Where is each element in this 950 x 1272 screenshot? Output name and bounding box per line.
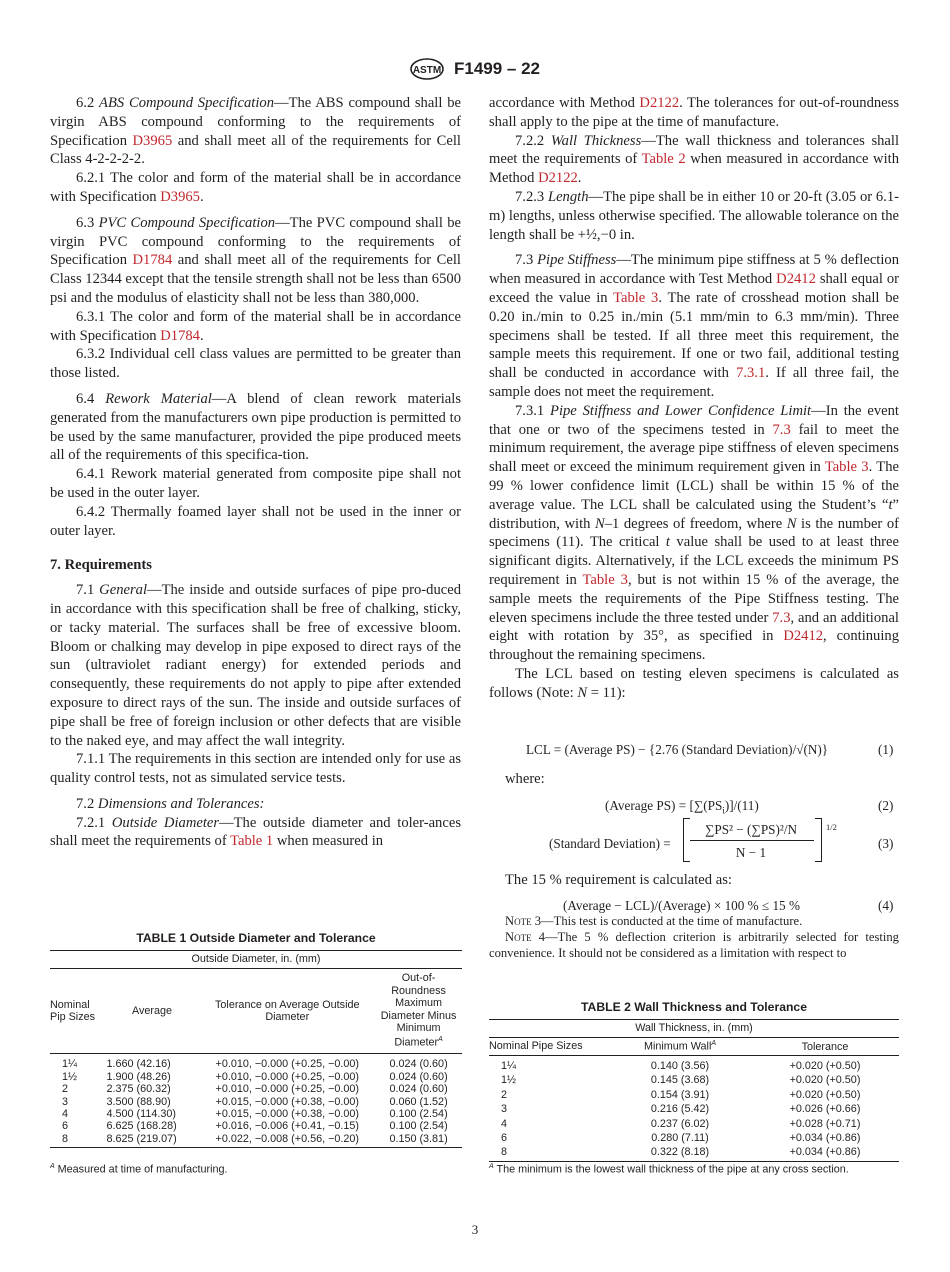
section-7-1-1: 7.1.1 The requirements in this section are intended only for use as quality control tests, not as simulated service tests. (50, 751, 461, 787)
link-table-1[interactable]: Table 1 (230, 833, 274, 850)
table-cell: 3.500 (88.90) (106, 1095, 171, 1108)
table-cell: 0.100 (2.54) (389, 1108, 448, 1121)
table-row (50, 1054, 462, 1071)
table-cell: 4.500 (114.30) (106, 1108, 176, 1121)
equation-1-number: (1) (878, 742, 894, 757)
table-2-body (489, 1056, 899, 1162)
table-cell: 0.024 (0.60) (389, 1083, 448, 1096)
equation-3-right-bracket (815, 818, 822, 862)
table-cell: +0.022, −0.008 (+0.56, −0.20) (215, 1132, 360, 1145)
section-6-3-2: 6.3.2 Individual cell class values are permitted to be greater than those listed. (50, 346, 461, 382)
table-1-col-average: Average (131, 1005, 172, 1018)
section-7-2-1-cont: accordance with Method D2122. The tolerances for out-of-roundness shall apply to the pipe at the time of manufacture. (489, 95, 900, 130)
table-1-body (50, 1054, 462, 1148)
equation-3-number: (3) (878, 836, 894, 851)
table-row (50, 1133, 462, 1148)
table-1 (50, 950, 462, 1148)
equation-3-lhs: (Standard Deviation) = (549, 836, 671, 851)
link-table-2[interactable]: Table 2 (641, 151, 686, 168)
table-cell: 1½ (62, 1070, 78, 1083)
table-cell: 0.060 (1.52) (389, 1095, 448, 1108)
table-cell: +0.026 (+0.66) (789, 1103, 861, 1116)
right-column (489, 94, 899, 703)
table-cell: 0.150 (3.81) (389, 1132, 448, 1145)
table-cell: 0.024 (0.60) (389, 1070, 448, 1083)
table-cell: +0.010, −0.000 (+0.25, −0.00) (215, 1058, 360, 1071)
page-number: 3 (471, 1222, 479, 1237)
section-6-2-1: 6.2.1 The color and form of the material shall be in accordance with Specification D3965. (50, 170, 461, 205)
table-row (50, 1083, 462, 1095)
table-row (50, 1108, 462, 1120)
pct-intro: The 15 % requirement is calculated as: (505, 872, 732, 888)
table-row (489, 1088, 899, 1102)
table-row (50, 1096, 462, 1108)
table-cell: 4 (62, 1108, 69, 1121)
table-cell: 1.660 (42.16) (106, 1058, 171, 1071)
table-row (489, 1073, 899, 1087)
table-cell: +0.034 (+0.86) (789, 1132, 861, 1145)
section-7-3-1: 7.3.1 Pipe Stiffness and Lower Confidence Limit—In the event that one or two of the specimens tested in 7.3 fail to meet the minimum requirement, the average pipe stiffness of eleven specimens shall meet or exceed the minimum requirement given in Table 3. The 99 % lower confidence limit (LCL) shall be within 15 % of the average value. The LCL shall be calculated using the Student’s “t” distribution, with N–1 degrees of freedom, where N is the number of specimens (11). The critical t value shall be used to at least three significant digits. Alternatively, if the LCL exceeds the minimum PS requirement in Table 3, but is not within 15 % of the average, the sample meets the requirements of the Pipe Stiffness testing. The eleven specimens include the three tested under 7.3, and an additional eight with rotation by 35°, as specified in D2412, continuing throughout the remaining specimens. (489, 402, 899, 664)
link-7-3[interactable]: 7.3 (772, 421, 791, 438)
page-header (0, 58, 950, 80)
link-d3965[interactable]: D3965 (160, 188, 200, 205)
link-table-3[interactable]: Table 3 (613, 289, 659, 306)
notes (489, 913, 899, 961)
table-2-col-nominal: Nominal Pipe Sizes (489, 1040, 583, 1052)
table-cell: 2.375 (60.32) (106, 1083, 171, 1096)
section-6-3-1: 6.3.1 The color and form of the material shall be in accordance with Specification D1784. (50, 308, 461, 344)
table-cell: 1½ (501, 1074, 517, 1087)
table-2-footnote: $^A$ The minimum is the lowest wall thickness of the pipe at any cross section. (489, 1163, 849, 1176)
table-cell: +0.020 (+0.50) (789, 1088, 861, 1101)
table-row (50, 1120, 462, 1132)
table-cell: 2 (501, 1088, 508, 1101)
table-cell: 1.900 (48.26) (106, 1070, 171, 1083)
table-cell: 0.024 (0.60) (389, 1058, 448, 1071)
note-3: Note 3—This test is conducted at the time of manufacture. (505, 914, 803, 928)
section-7-3: 7.3 Pipe Stiffness—The minimum pipe stiffness at 5 % deflection when measured in accordance with Test Method D2412 shall equal or exceed the value in Table 3. The rate of crosshead motion shall be 0.20 in./min to 0.25 in./min (5.1 mm/min to 6.3 mm/min). Three specimens shall be tested. If all three meet this requirement, the sample meets this requirement. If one or two fail, additional testing shall be conducted in accordance with 7.3.1. If all three fail, the sample does not meet the requirement. (489, 252, 900, 400)
section-6-3: 6.3 PVC Compound Specification—The PVC compound shall be virgin PVC compound conforming to the requirements of Specification D1784 and shall meet all of the requirements for Cell Class 12344 except that the tensile strength shall not be less than 6500 psi and the modulus of elasticity shall not be less than 380,000. (50, 214, 461, 306)
link-7-3[interactable]: 7.3 (772, 609, 791, 626)
table-1-col-tolerance: Tolerance on Average Outside Diameter (215, 999, 360, 1024)
table-cell: 0.216 (5.42) (650, 1103, 710, 1116)
table-cell: 6 (62, 1120, 69, 1133)
where-label: where: (505, 771, 545, 787)
equation-3-left-bracket (683, 818, 690, 862)
table-cell: 0.280 (7.11) (651, 1132, 709, 1145)
table-1-caption: TABLE 1 Outside Diameter and Tolerance (136, 931, 376, 945)
table-cell: +0.028 (+0.71) (789, 1117, 861, 1130)
designation: F1499 – 22 (453, 59, 540, 78)
table-cell: 8 (62, 1132, 69, 1145)
lcl-intro: The LCL based on testing eleven specimens is calculated as follows (Note: N = 11): (489, 665, 899, 701)
link-7-3-1[interactable]: 7.3.1 (736, 365, 766, 382)
table-row (489, 1056, 899, 1074)
equation-2-number: (2) (878, 798, 894, 813)
table-cell: +0.016, −0.006 (+0.41, −0.15) (215, 1120, 360, 1133)
equation-4-number: (4) (878, 898, 894, 913)
table-cell: +0.015, −0.000 (+0.38, −0.00) (215, 1095, 360, 1108)
table-cell: 1¼ (501, 1060, 517, 1072)
equation-3-numerator: ∑PS² − (∑PS)²/N (704, 822, 798, 837)
equation-3-fraction-bar (690, 840, 814, 841)
table-cell: 3 (501, 1103, 508, 1116)
equation-3-denominator: N − 1 (735, 845, 767, 860)
table-cell: +0.020 (+0.50) (789, 1060, 861, 1072)
section-7-2-1: 7.2.1 Outside Diameter—The outside diameter and toler-ances shall meet the requirements of Table 1 when measured in (50, 814, 461, 850)
table-cell: 1¼ (62, 1058, 78, 1071)
svg-text:ASTM: ASTM (412, 65, 442, 76)
table-cell: 0.322 (8.18) (650, 1146, 710, 1159)
table-cell: 3 (62, 1095, 69, 1108)
section-6-4-1: 6.4.1 Rework material generated from composite pipe shall not be used in the outer layer. (50, 466, 461, 501)
link-d2412[interactable]: D2412 (783, 628, 824, 645)
link-table-3[interactable]: Table 3 (582, 571, 628, 588)
section-6-4: 6.4 Rework Material—A blend of clean rework materials generated from the manufacturers own pipe production is permitted to be used by the same manufacturer, provided the pipe produced meets all of the requirements of this specifica-tion. (50, 390, 461, 464)
table-2-group-header: Wall Thickness, in. (mm) (635, 1022, 753, 1034)
equation-4: (Average − LCL)/(Average) × 100 % ≤ 15 % (563, 898, 800, 913)
section-6-4-2: 6.4.2 Thermally foamed layer shall not be used in the inner or outer layer. (50, 503, 461, 539)
section-7-1: 7.1 General—The inside and outside surfaces of pipe pro-duced in accordance with this specification shall be free of chalking, sticky, or tacky material. The surfaces shall be free of excessive bloom. Bloom or chalking may develop in pipe exposed to direct rays of the sun (ultraviolet radiant energy) for extended periods and consequently, these requirements do not apply to pipe after extended exposure to direct rays of the sun. The inside and outside surfaces of pipe shall be free of foreign inclusion or other defects that are visible to the naked eye, and may affect the wall integrity. (50, 582, 461, 749)
link-d2412[interactable]: D2412 (776, 271, 816, 288)
table-cell: 0.140 (3.56) (650, 1060, 710, 1072)
table-cell: +0.010, −0.000 (+0.25, −0.00) (215, 1083, 360, 1096)
table-cell: 4 (501, 1117, 508, 1130)
section-7-heading: 7. Requirements (50, 557, 152, 574)
section-6-2: 6.2 ABS Compound Specification—The ABS compound shall be virgin ABS compound conforming to the requirements of Specification D3965 and shall meet all of the requirements for Cell Class 4-2-2-2-2. (50, 95, 461, 168)
table-2-col-min: Minimum Wall$^A$ (643, 1040, 717, 1053)
left-column (50, 94, 461, 851)
table-row (489, 1117, 899, 1131)
section-7-2: 7.2 Dimensions and Tolerances: (76, 795, 265, 812)
table-cell: 0.145 (3.68) (650, 1074, 710, 1087)
table-cell: 2 (62, 1083, 69, 1096)
table-2-caption: TABLE 2 Wall Thickness and Tolerance (581, 1000, 807, 1014)
table-1-group-header: Outside Diameter, in. (mm) (191, 953, 321, 965)
astm-logo-icon (410, 58, 444, 80)
table-1-footnote: $^A$ Measured at time of manufacturing. (50, 1163, 228, 1176)
table-row (489, 1102, 899, 1116)
section-7-2-3: 7.2.3 Length—The pipe shall be in either 10 or 20-ft (3.05 or 6.1-m) lengths, unless otherwise specified. The allowable tolerance on the length shall be +½,−0 in. (489, 188, 899, 243)
link-d2122[interactable]: D2122 (639, 95, 680, 111)
table-cell: 8.625 (219.07) (106, 1132, 177, 1145)
table-row (50, 1071, 462, 1083)
table-row (489, 1131, 899, 1145)
table-cell: +0.015, −0.000 (+0.38, −0.00) (215, 1108, 360, 1121)
table-cell: 0.100 (2.54) (389, 1120, 448, 1133)
table-2 (489, 1019, 899, 1162)
link-table-3[interactable]: Table 3 (824, 459, 869, 476)
table-cell: 8 (501, 1146, 508, 1159)
section-7-2-2: 7.2.2 Wall Thickness—The wall thickness and tolerances shall meet the requirements of Table 2 when measured in accordance with Method D2122. (489, 132, 900, 187)
note-4: Note 4—The 5 % deflection criterion is arbitrarily selected for testing convenience. It should not be considered as a limitation with respect to (489, 930, 899, 960)
table-cell: 0.154 (3.91) (650, 1088, 710, 1101)
link-d3965[interactable]: D3965 (132, 132, 173, 149)
equation-1: LCL = (Average PS) − {2.76 (Standard Deviation)/√(N)} (526, 742, 829, 757)
table-row (489, 1145, 899, 1161)
table-cell: +0.034 (+0.86) (789, 1146, 861, 1159)
link-d2122[interactable]: D2122 (538, 170, 578, 187)
table-1-col-nominal: Nominal Pip Sizes (50, 999, 96, 1024)
equation-3-exponent: 1/2 (826, 822, 837, 832)
table-cell: +0.020 (+0.50) (789, 1074, 861, 1087)
link-d1784[interactable]: D1784 (132, 252, 173, 269)
table-2-col-tol: Tolerance (801, 1040, 849, 1053)
table-cell: 6 (501, 1132, 508, 1145)
table-cell: +0.010, −0.000 (+0.25, −0.00) (215, 1070, 360, 1083)
table-1-col-oor: Out-of-Roundness Maximum Diameter Minus Minimum Diameter$^A$ (380, 972, 457, 1050)
equation-2: (Average $PS) = [\sum(PS_i)]/(11)$ (605, 798, 759, 816)
link-d1784[interactable]: D1784 (160, 327, 200, 344)
table-cell: 6.625 (168.28) (106, 1120, 177, 1133)
table-cell: 0.237 (6.02) (650, 1117, 710, 1130)
